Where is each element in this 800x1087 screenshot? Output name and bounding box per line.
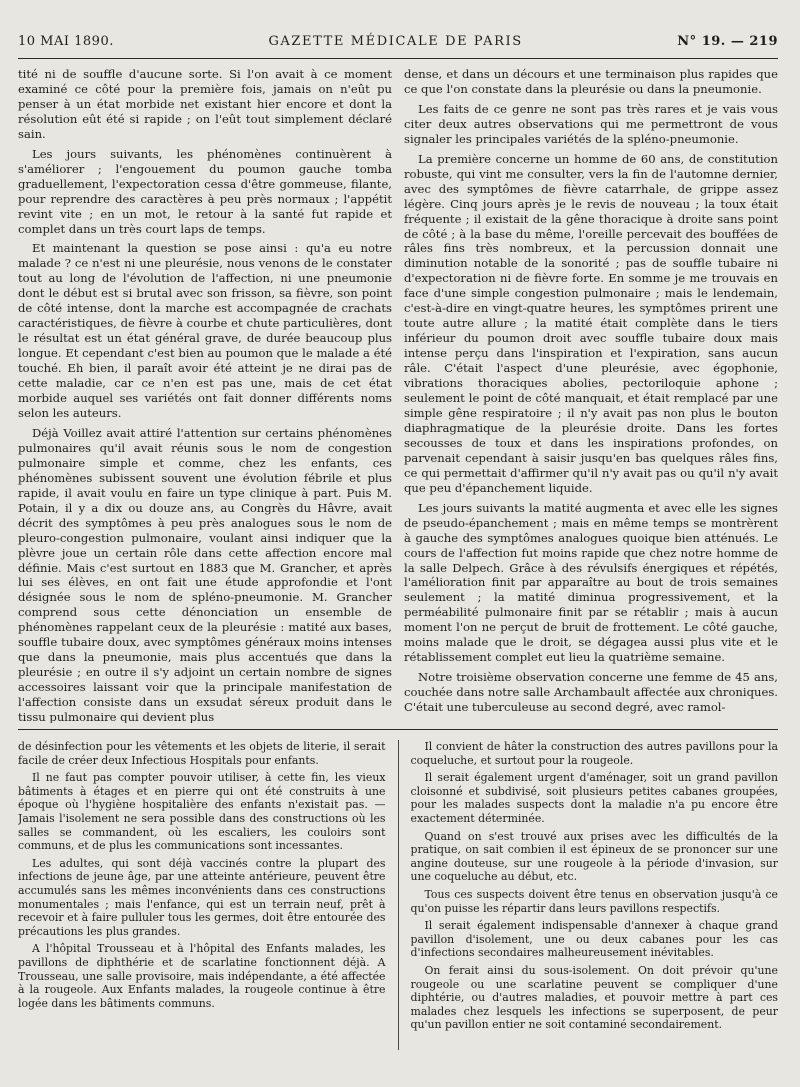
article-top: [18, 67, 778, 723]
column-separator: [398, 740, 399, 1050]
paragraph: dense, et dans un décours et une terminaison plus rapides que ce que l'on constate dans la pleurésie ou dans la pneumonie.: [404, 67, 778, 96]
paragraph: Quand on s'est trouvé aux prises avec les difficultés de la pratique, on sait combien il est épineux de se prononcer sur une angine douteuse, sur une rougeole à la période d'invasion, sur une coqueluche au début, etc.: [410, 829, 778, 884]
paragraph: Les jours suivants la matité augmenta et avec elle les signes de pseudo-épanchement ; mais en même temps se montrèrent à gauche des symptômes analogues quoique bien atténués. Le cours de l'affection fut moins rapide que chez notre homme de la salle Delpech. Grâce à des révulsifs énergiques et répétés, l'amélioration finit par apparaître au bout de trois semaines seulement ; la matité diminua progressivement, et la perméabilité pulmonaire finit par se rétablir ; mais à aucun moment l'on ne perçut de bruit de frottement. Le côté gauche, moins malade que le droit, se dégagea aussi plus vite et le rétablissement complet eut lieu la quatrième semaine.: [404, 500, 778, 665]
page-header: [18, 34, 778, 54]
issue-page-number: N° 19. — 219: [677, 34, 778, 49]
paragraph: Il serait également urgent d'aménager, soit un grand pavillon cloisonné et subdivisé, soit plusieurs petites cabanes groupées, pour les malades suspects dont la maladie n'a pu encore être exactement déterminée.: [410, 771, 778, 825]
paragraph: de désinfection pour les vêtements et les objets de literie, il serait facile de créer deux Infectious Hospitals pour enfants.: [18, 740, 386, 767]
paragraph: Les jours suivants, les phénomènes continuèrent à s'améliorer ; l'engouement du poumon gauche tomba graduellement, l'expectoration cessa d'être gommeuse, filante, pour reprendre des caractères à peu près normaux ; l'appétit revint vite ; en un mot, le retour à la santé fut rapide et complet dans un très court laps de temps.: [18, 146, 392, 236]
paragraph: La première concerne un homme de 60 ans, de constitution robuste, qui vint me consulter, vers la fin de l'automne dernier, avec des symptômes de fièvre catarrhale, de grippe assez légère. Cinq jours après je le revis de nouveau ; la toux était fréquente ; il existait de la gêne thoracique à droite sans point de côté ; à la base du même, l'oreille percevait des bouffées de râles fins très nombreux, et la percussion donnait une diminution notable de la sonorité ; pas de souffle tubaire ni d'expectoration ni de fièvre forte. En somme je me trouvais en face d'une simple congestion pulmonaire ; mais le lendemain, c'est-à-dire en vingt-quatre heures, les symptômes prirent une toute autre allure ; la matité était complète dans le tiers inférieur du poumon droit avec souffle tubaire doux mais intense perçu dans l'inspiration et l'expiration, sans aucun râle. C'était l'aspect d'une pleurésie, avec égophonie, vibrations thoraciques abolies, pectoriloquie aphone ; seulement le point de côté manquait, et était remplacé par une simple gêne respiratoire ; il n'y avait pas non plus le bouton diaphragmatique de la pleurésie droite. Dans les fortes secousses de toux et dans les inspirations profondes, on parvenait cependant à saisir jusqu'en bas quelques râles fins, ce qui permettait d'affirmer qu'il n'y avait pas ou qu'il n'y avait que peu d'épanchement liquide.: [404, 151, 778, 495]
paragraph: A l'hôpital Trousseau et à l'hôpital des Enfants malades, les pavillons de diphthérie et de scarlatine fonctionnent déjà. A Trousseau, une salle provisoire, mais indépendante, a été affectée à la rougeole. Aux Enfants malades, la rougeole continue à être logée dans les bâtiments communs.: [18, 942, 386, 1010]
paragraph: Notre troisième observation concerne une femme de 45 ans, couchée dans notre salle Archambault affectée aux chroniques. C'était une tuberculeuse au second degré, avec ramol-: [404, 670, 778, 715]
issue-date: 10 MAI 1890.: [18, 34, 114, 49]
paragraph: Il serait également indispensable d'annexer à chaque grand pavillon d'isolement, une ou deux cabanes pour les cas d'infections secondaires malheureusement inévitables.: [410, 919, 778, 960]
paragraph: Les faits de ce genre ne sont pas très rares et je vais vous citer deux autres observations qui me permettront de vous signaler les principales variétés de la spléno-pneumonie.: [404, 101, 778, 146]
top-left-column: [18, 67, 392, 723]
bottom-right-column: [411, 740, 779, 1050]
paragraph: Les adultes, qui sont déjà vaccinés contre la plupart des infections de jeune âge, par une atteinte antérieure, peuvent être accumulés sans les mêmes inconvénients dans ces constructions monumentales ; mais l'enfance, qui est un terrain neuf, prêt à recevoir et à faire pulluler tous les germes, doit être entourée des précautions les plus grandes.: [18, 856, 386, 938]
paragraph: tité ni de souffle d'aucune sorte. Si l'on avait à ce moment examiné ce côté pour la première fois, jamais on n'eût pu penser à un état morbide net existant hier encore et dont la résolution eût été si rapide ; on l'eût tout simplement déclaré sain.: [18, 67, 392, 141]
section-divider: [18, 729, 778, 730]
bottom-left-column: [18, 740, 386, 1050]
journal-title: GAZETTE MÉDICALE DE PARIS: [268, 34, 523, 49]
paragraph: Tous ces suspects doivent être tenus en observation jusqu'à ce qu'on puisse les répartir dans leurs pavillons respectifs.: [410, 887, 778, 915]
paragraph: Il convient de hâter la construction des autres pavillons pour la coqueluche, et surtout pour la rougeole.: [410, 740, 778, 767]
article-bottom: [18, 740, 778, 1050]
paragraph: Et maintenant la question se pose ainsi : qu'a eu notre malade ? ce n'est ni une pleurésie, nous venons de le constater tout au long de l'évolution de l'affection, ni une pneumonie dont le début est si brutal avec son frisson, sa fièvre, son point de côté intense, dont la marche est accompagnée de crachats caractéristiques, de fièvre à courbe et chute particulières, dont le résultat est un état général grave, de durée beaucoup plus longue. Et cependant c'est bien au poumon que le malade a été touché. Eh bien, il paraît avoir été atteint je ne dirai pas de cette maladie, car ce n'en est pas une, mais de cet état morbide auquel ses variétés ont fait donner différents noms selon les auteurs.: [18, 241, 392, 420]
paragraph: Déjà Voillez avait attiré l'attention sur certains phénomènes pulmonaires qu'il avait réunis sous le nom de congestion pulmonaire simple et comme, chez les enfants, ces phénomènes subissent souvent une évolution fébrile et plus rapide, il avait voulu en faire un type clinique à part. Puis M. Potain, il y a dix ou douze ans, au Congrès du Hâvre, avait décrit des symptômes à peu près analogues sous le nom de pleuro-congestion pulmonaire, voulant ainsi indiquer que la plèvre joue un certain rôle dans cette affection encore mal définie. Mais c'est surtout en 1883 que M. Grancher, et après lui ses élèves, en ont fait une étude approfondie et l'ont désignée sous le nom de spléno-pneumonie. M. Grancher comprend sous cette dénonciation un ensemble de phénomènes rappelant ceux de la pleurésie : matité aux bases, souffle tubaire doux, avec symptômes généraux moins intenses que dans la pneumonie, mais plus accentués que dans la pleurésie ; en outre il s'y adjoint un certain nombre de signes accessoires laissant voir que la principale manifestation de l'affection consiste dans un exsudat séreux produit dans le tissu pulmonaire qui devient plus: [18, 425, 392, 723]
paragraph: Il ne faut pas compter pouvoir utiliser, à cette fin, les vieux bâtiments à étages et en pierre qui ont été construits à une époque où l'hygiène hospitalière des enfants n'existait pas. — Jamais l'isolement ne sera possible dans des constructions où les salles se commandent, où les escaliers, les couloirs sont communs, et de plus les communications sont incessantes.: [18, 771, 386, 853]
header-rule: [18, 58, 778, 59]
paragraph: On ferait ainsi du sous-isolement. On doit prévoir qu'une rougeole ou une scarlatine peuvent se compliquer d'une diphtérie, ou d'autres maladies, et pouvoir mettre à part ces malades chez lesquels les infections se superposent, de peur qu'un pavillon entier ne soit contaminé secondairement.: [410, 963, 778, 1032]
top-right-column: [404, 67, 778, 723]
